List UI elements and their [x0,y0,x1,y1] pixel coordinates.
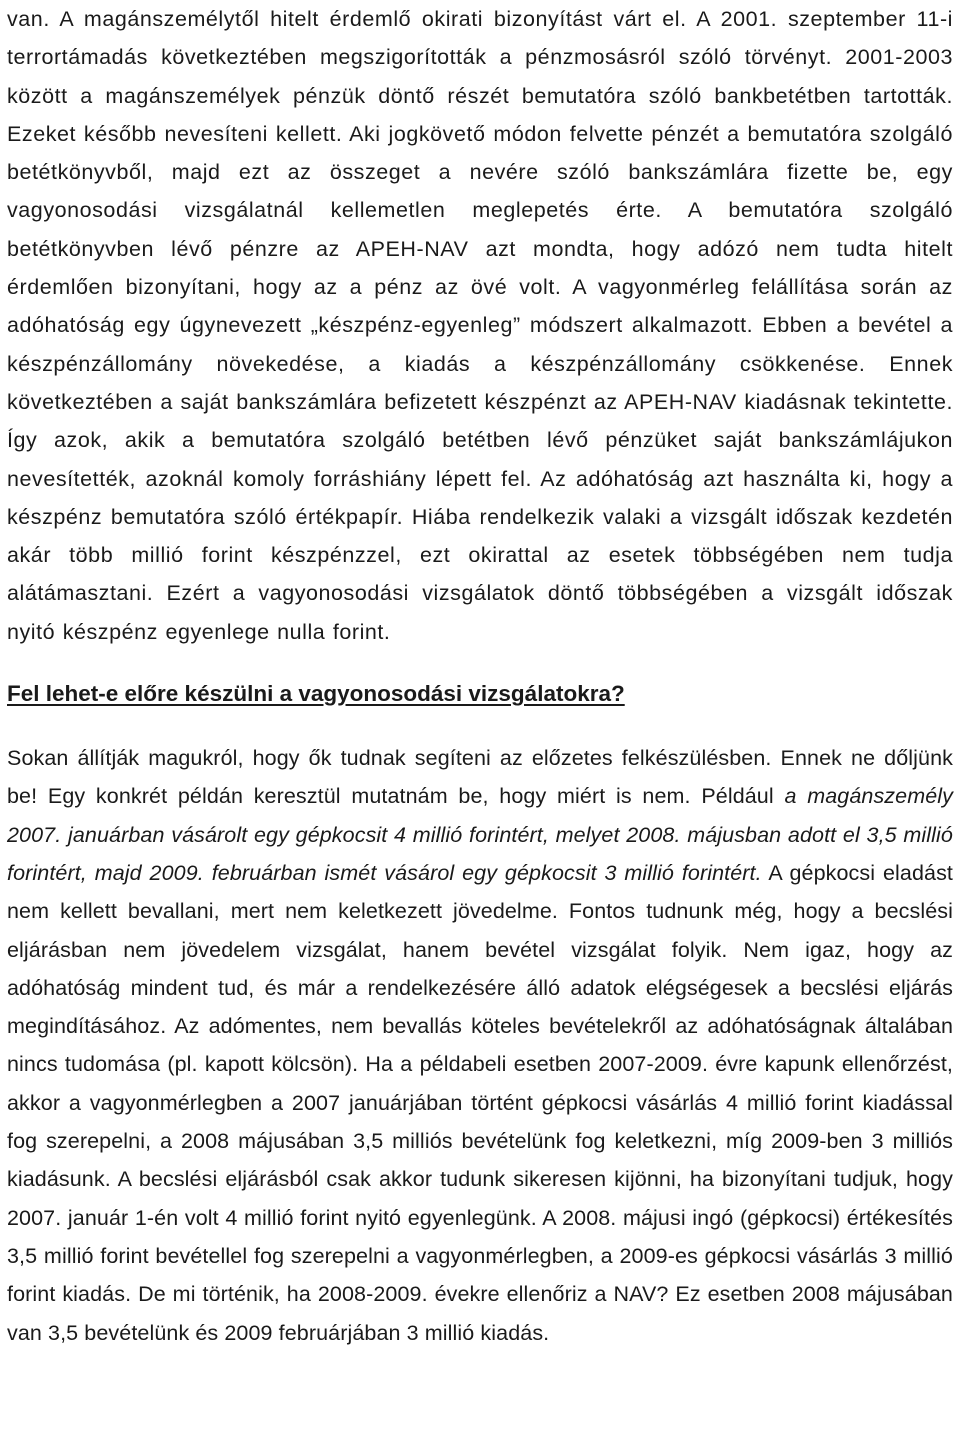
document-page [7,0,953,1352]
section-heading: Fel lehet-e előre készülni a vagyonosodási vizsgálatokra? [7,681,625,707]
paragraph-2-intro: Sokan állítják magukról, hogy ők tudnak segíteni az előzetes felkészülésben. Ennek ne dőljünk be! Egy konkrét példán keresztül mutatnám be, hogy miért is nem. Például [7,746,953,809]
body-paragraph-1: van. A magánszemélytől hitelt érdemlő okirati bizonyítást várt el. A 2001. szeptember 11-i terrortámadás következtében megszigorították a pénzmosásról szóló törvényt. 2001-2003 között a magánszemélyek pénzük döntő részét bemutatóra szóló bankbetétben tartották. Ezeket később nevesíteni kellett. Aki jogkövető módon felvette pénzét a bemutatóra szolgáló betétkönyvből, majd ezt az összeget a nevére szóló bankszámlára fizette be, egy vagyonosodási vizsgálatnál kellemetlen meglepetés érte. A bemutatóra szolgáló betétkönyvben lévő pénzre az APEH-NAV azt mondta, hogy adózó nem tudta hitelt érdemlően bizonyítani, hogy az a pénz az övé volt. A vagyonmérleg felállítása során az adóhatóság egy úgynevezett „készpénz-egyenleg” módszert alkalmazott. Ebben a bevétel a készpénzállomány növekedése, a kiadás a készpénzállomány csökkenése. Ennek következtében a saját bankszámlára befizetett készpénzt az APEH-NAV kiadásnak tekintette. Így azok, akik a bemutatóra szolgáló betétben lévő pénzüket saját bankszámlájukon nevesítették, azoknál komoly forráshiány lépett fel. Az adóhatóság azt használta ki, hogy a készpénz bemutatóra szóló értékpapír. Hiába rendelkezik valaki a vizsgált időszak kezdetén akár több millió forint készpénzzel, ezt okirattal az esetek többségében nem tudja alátámasztani. Ezért a vagyonosodási vizsgálatok döntő többségében a vizsgált időszak nyitó készpénz egyenlege nulla forint. [7,7,953,644]
paragraph-2-body: A gépkocsi eladást nem kellett bevallani, mert nem keletkezett jövedelme. Fontos tudnunk még, hogy a becslési eljárásban nem jövedelem vizsgálat, hanem bevétel vizsgálat folyik. Nem igaz, hogy az adóhatóság mindent tud, és már a rendelkezésére álló adatok elégségesek a becslési eljárás megindításához. Az adómentes, nem bevallás köteles bevételekről az adóhatóságnak általában nincs tudomása (pl. kapott kölcsön). Ha a példabeli esetben 2007-2009. évre kapunk ellenőrzést, akkor a vagyonmérlegben a 2007 januárjában történt gépkocsi vásárlás 4 millió forint kiadással fog szerepelni, a 2008 májusában 3,5 milliós bevételünk fog keletkezni, míg 2009-ben 3 milliós kiadásunk. A becslési eljárásból csak akkor tudunk sikeresen kijönni, ha bizonyítani tudjuk, hogy 2007. január 1-én volt 4 millió forint nyitó egyenlegünk. A 2008. májusi ingó (gépkocsi) értékesítés 3,5 millió forint bevétellel fog szerepelni a vagyonmérlegben, a 2009-es gépkocsi vásárlás 3 millió forint kiadás. De mi történik, ha 2008-2009. évekre ellenőriz a NAV? Ez esetben 2008 májusában van 3,5 bevételünk és 2009 februárjában 3 millió kiadás. [7,860,953,1345]
paragraph-2-example-italic: a magánszemély 2007. januárban vásárolt egy gépkocsit 4 millió forintért, melyet 2008. májusban adott el 3,5 millió forintért, majd 2009. februárban ismét vásárol egy gépkocsit 3 millió forintért. [7,784,953,885]
body-paragraph-2 [7,739,953,1352]
